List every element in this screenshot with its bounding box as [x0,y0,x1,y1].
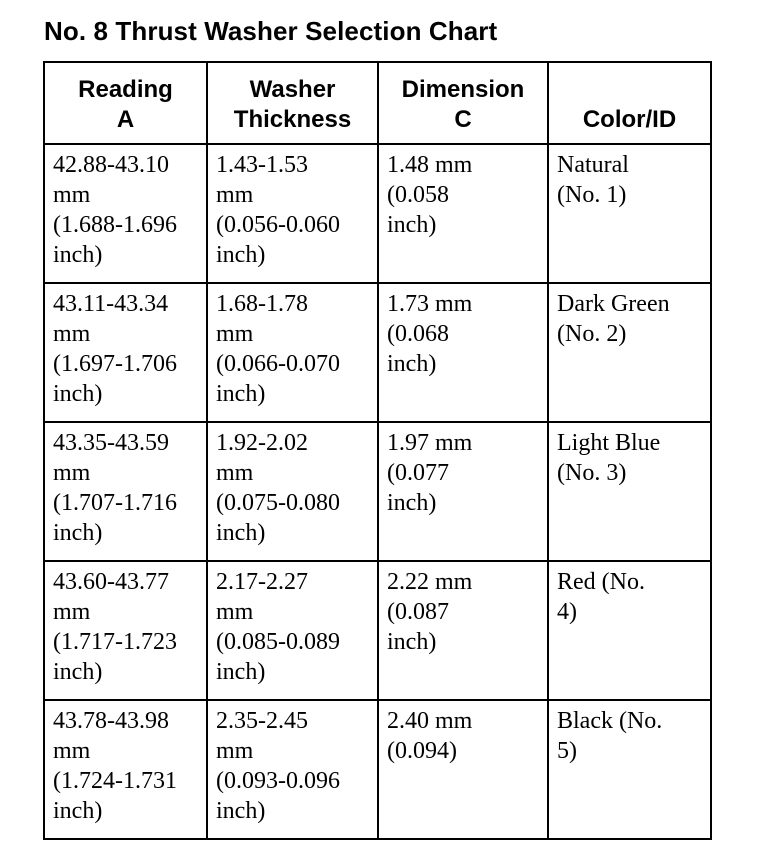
cell-washer-thickness: 1.92-2.02 mm (0.075-0.080 inch) [207,422,378,561]
chart-title: No. 8 Thrust Washer Selection Chart [44,16,498,46]
cell-dimension-c: 1.73 mm (0.068 inch) [378,283,548,422]
cell-reading-a: 43.60-43.77 mm (1.717-1.723 inch) [44,561,207,700]
cell-washer-thickness: 2.17-2.27 mm (0.085-0.089 inch) [207,561,378,700]
thrust-washer-selection-table [43,61,712,840]
column-header-color-id [548,62,711,144]
cell-color-id: Light Blue (No. 3) [548,422,711,561]
table-row [44,561,711,700]
cell-color-id: Black (No. 5) [548,700,711,839]
table-row [44,144,711,283]
cell-reading-a: 43.35-43.59 mm (1.707-1.716 inch) [44,422,207,561]
column-header-washer-thickness [207,62,378,144]
cell-dimension-c: 2.22 mm (0.087 inch) [378,561,548,700]
table-row [44,283,711,422]
table-row [44,422,711,561]
column-header-label: Color/ID [582,106,677,133]
cell-color-id: Natural (No. 1) [548,144,711,283]
cell-washer-thickness: 1.68-1.78 mm (0.066-0.070 inch) [207,283,378,422]
cell-washer-thickness: 2.35-2.45 mm (0.093-0.096 inch) [207,700,378,839]
cell-color-id: Dark Green (No. 2) [548,283,711,422]
cell-reading-a: 43.78-43.98 mm (1.724-1.731 inch) [44,700,207,839]
cell-reading-a: 42.88-43.10 mm (1.688-1.696 inch) [44,144,207,283]
column-header-reading-a [44,62,207,144]
cell-color-id: Red (No. 4) [548,561,711,700]
column-header-label: Dimension C [401,76,525,133]
column-header-dimension-c [378,62,548,144]
cell-washer-thickness: 1.43-1.53 mm (0.056-0.060 inch) [207,144,378,283]
cell-reading-a: 43.11-43.34 mm (1.697-1.706 inch) [44,283,207,422]
cell-dimension-c: 1.48 mm (0.058 inch) [378,144,548,283]
cell-dimension-c: 2.40 mm (0.094) [378,700,548,839]
table-row [44,700,711,839]
column-header-label: Washer Thickness [233,76,352,133]
column-header-label: Reading A [78,76,173,133]
cell-dimension-c: 1.97 mm (0.077 inch) [378,422,548,561]
header-row [44,62,711,144]
